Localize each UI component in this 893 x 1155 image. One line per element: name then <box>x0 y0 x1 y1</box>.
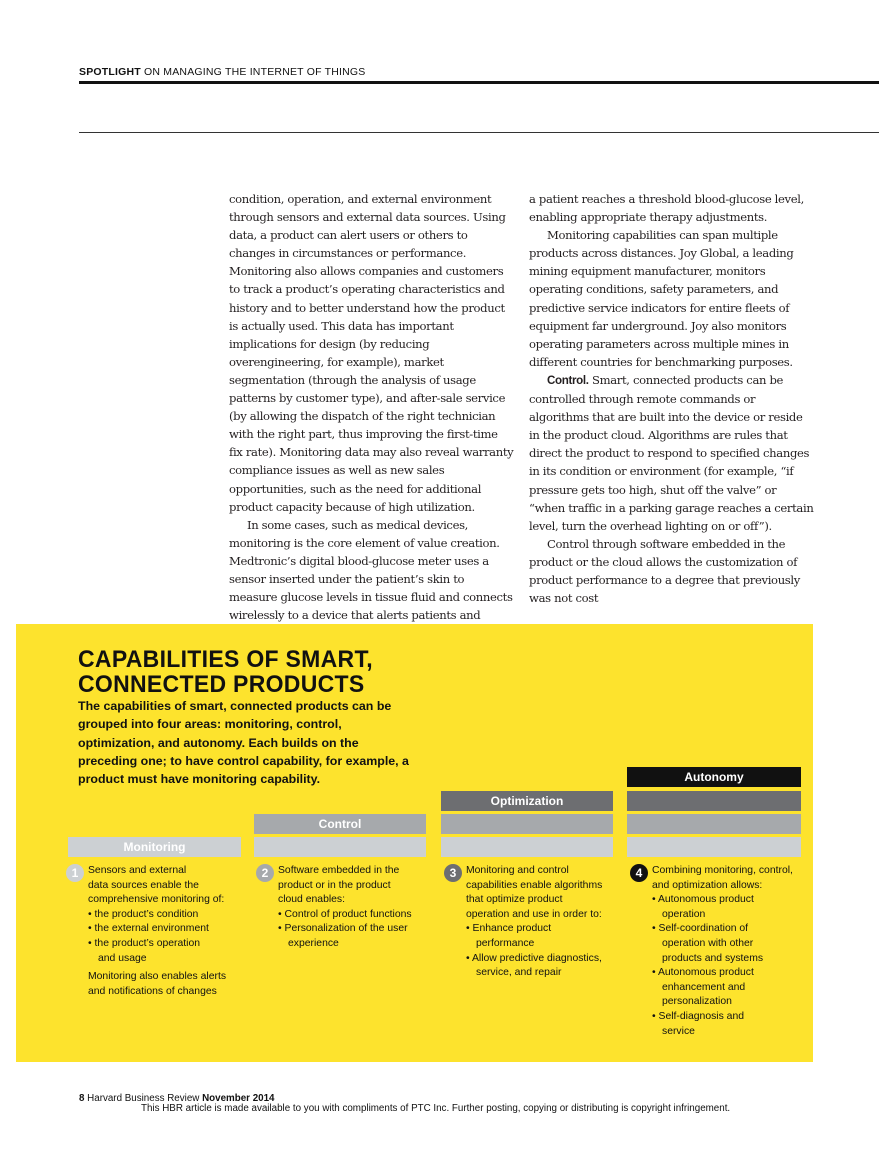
step-number-badge: 4 <box>630 864 648 882</box>
step-number-badge: 2 <box>256 864 274 882</box>
header-divider <box>79 132 879 133</box>
article-text: Smart, connected products can be controlled through remote commands or algorithms that are built into the device or reside in the product cloud. Algorithms are rules that direct the product to respond to specified changes in its condition or environment (for example, “if pressure gets too high, shut off the valve” or “when traffic in a parking garage reaches a certain level, turn the overhead lighting on or off”). <box>529 372 814 533</box>
section-header <box>79 66 366 78</box>
stage-bar-optimization: Optimization <box>441 791 613 811</box>
stage-text-line: that optimize product <box>466 894 563 906</box>
stage-bar-monitoring-level <box>627 837 801 857</box>
figure-title-line: CONNECTED PRODUCTS <box>78 670 365 698</box>
bullet-text: Self-diagnosis and service <box>658 1010 745 1037</box>
bullet-text: Allow predictive diagnostics, service, and repair <box>471 952 602 979</box>
stage-text-line: Monitoring also enables alerts <box>88 971 227 983</box>
copyright-note: This HBR article is made available to you with compliments of PTC Inc. Further posting, copying or distributing is copyright infringement. <box>141 1103 731 1114</box>
stage-bullet: • Allow predictive diagnostics, service, and repair <box>466 952 602 979</box>
stage-text-line: Software embedded in the <box>278 865 400 876</box>
stage-text-line: Monitoring and control <box>466 865 569 876</box>
stage-bar-monitoring-level <box>254 837 426 857</box>
subhead-control: Control. <box>547 373 589 387</box>
stage-text-line: and optimization allows: <box>652 879 763 891</box>
stage-bullet: • Control of product functions <box>278 908 412 920</box>
publication-name: Harvard Business Review <box>84 1093 203 1104</box>
figure-description: The capabilities of smart, connected products can be grouped into four areas: monitoring, control, optimization, and autonomy. Each builds on the preceding one; to have control capability, for example, a product must have monitoring capability. <box>78 699 409 787</box>
bullet-text: Autonomous product enhancement and personalization <box>657 967 754 1008</box>
bullet-text: Enhance product performance <box>472 923 552 949</box>
stage-text-line: Sensors and external <box>88 865 187 876</box>
stage-bar-optimization-level <box>627 791 801 811</box>
stage-bullet: • Personalization of the user experience <box>278 923 408 949</box>
stage-text-line: comprehensive monitoring of: <box>88 894 225 906</box>
stage-bullet: • the product’s operation and usage <box>88 937 201 964</box>
bullet-text: Self-coordination of operation with other products and systems <box>658 923 764 964</box>
step-number-badge: 1 <box>66 864 84 882</box>
stage-bar-monitoring-level <box>441 837 613 857</box>
bullet-text: the product’s operation and usage <box>94 937 201 964</box>
stage-text-line: Combining monitoring, control, <box>652 865 793 876</box>
stage-bullet: • the external environment <box>88 923 209 935</box>
stage-bar-control: Control <box>254 814 426 834</box>
article-paragraph: Monitoring capabilities can span multiple products across distances. Joy Global, a leading mining equipment manufacturer, monitors operating conditions, safety parameters, and predictive service indicators for entire fleets of equipment far underground. Joy also monitors operating parameters across multiple mines in different countries for benchmarking purposes. <box>529 228 794 369</box>
stage-bar-control-level <box>627 814 801 834</box>
stage-text-line: capabilities enable algorithms <box>466 879 603 891</box>
stage-bar-autonomy: Autonomy <box>627 767 801 787</box>
stage-description-control <box>256 864 431 952</box>
stage-description-monitoring <box>66 864 246 999</box>
article-paragraph: In some cases, such as medical devices, monitoring is the core element of value creation. Medtronic’s digital blood-glucose meter uses a sensor inserted under the patient’s skin to measure glucose levels in tissue fluid and connects wirelessly to a device that alerts patients and <box>229 517 513 623</box>
stage-text-line: operation and use in order to: <box>466 908 602 920</box>
step-number-badge: 3 <box>444 864 462 882</box>
stage-description-optimization <box>444 864 619 981</box>
stage-bar-monitoring: Monitoring <box>68 837 241 857</box>
capabilities-figure <box>16 624 813 1062</box>
stage-description-autonomy <box>630 864 810 1039</box>
stage-bullet: • Enhance product performance <box>466 923 552 949</box>
stage-bullet: • Self-diagnosis and service <box>652 1010 745 1037</box>
stage-bullet: • Autonomous product operation <box>652 894 754 920</box>
section-header-bold: SPOTLIGHT <box>79 66 141 78</box>
stage-text-line: data sources enable the <box>88 879 199 891</box>
bullet-text: Control of product functions <box>284 908 412 920</box>
stage-bullet: • Autonomous product enhancement and personalization <box>652 967 754 1008</box>
article-column-2 <box>529 190 814 607</box>
stage-bullet: • Self-coordination of operation with other products and systems <box>652 923 764 964</box>
header-rule <box>79 81 879 84</box>
article-column-1 <box>229 190 514 642</box>
bullet-text: Autonomous product operation <box>657 894 754 920</box>
page-number: 8 <box>79 1093 85 1104</box>
figure-title <box>78 646 373 696</box>
article-paragraph: condition, operation, and external environment through sensors and external data sources. Using data, a product can alert users or others to changes in circumstances or performance. Monitoring also allows companies and customers to track a product’s operating characteristics and history and to better understand how the product is actually used. This data has important implications for design (by reducing overengineering, for example), market segmentation (through the analysis of usage patterns by customer type), and after-sale service (by allowing the dispatch of the right technician with the right part, thus improving the first-time fix rate). Monitoring data may also reveal warranty compliance issues as well as new sales opportunities, such as the need for additional product capacity because of high utilization. <box>229 192 514 514</box>
stage-text-line: and notifications of changes <box>88 985 217 997</box>
figure-title-line: CAPABILITIES OF SMART, <box>78 644 373 673</box>
article-paragraph: a patient reaches a threshold blood-glucose level, enabling appropriate therapy adjustments. <box>529 192 804 225</box>
stage-text-line: cloud enables: <box>278 894 346 906</box>
bullet-text: the product’s condition <box>94 908 199 920</box>
bullet-text: Personalization of the user experience <box>284 923 408 949</box>
stage-bar-control-level <box>441 814 613 834</box>
stage-bullet: • the product’s condition <box>88 908 199 920</box>
article-paragraph: Control through software embedded in the product or the cloud allows the customization of product performance to a degree that previously was not cost <box>529 536 800 606</box>
issue-date: November 2014 <box>202 1093 275 1104</box>
stage-text-line: product or in the product <box>278 879 391 891</box>
section-header-text: ON MANAGING THE INTERNET OF THINGS <box>140 66 366 78</box>
article-paragraph <box>529 371 814 535</box>
bullet-text: the external environment <box>94 923 209 935</box>
